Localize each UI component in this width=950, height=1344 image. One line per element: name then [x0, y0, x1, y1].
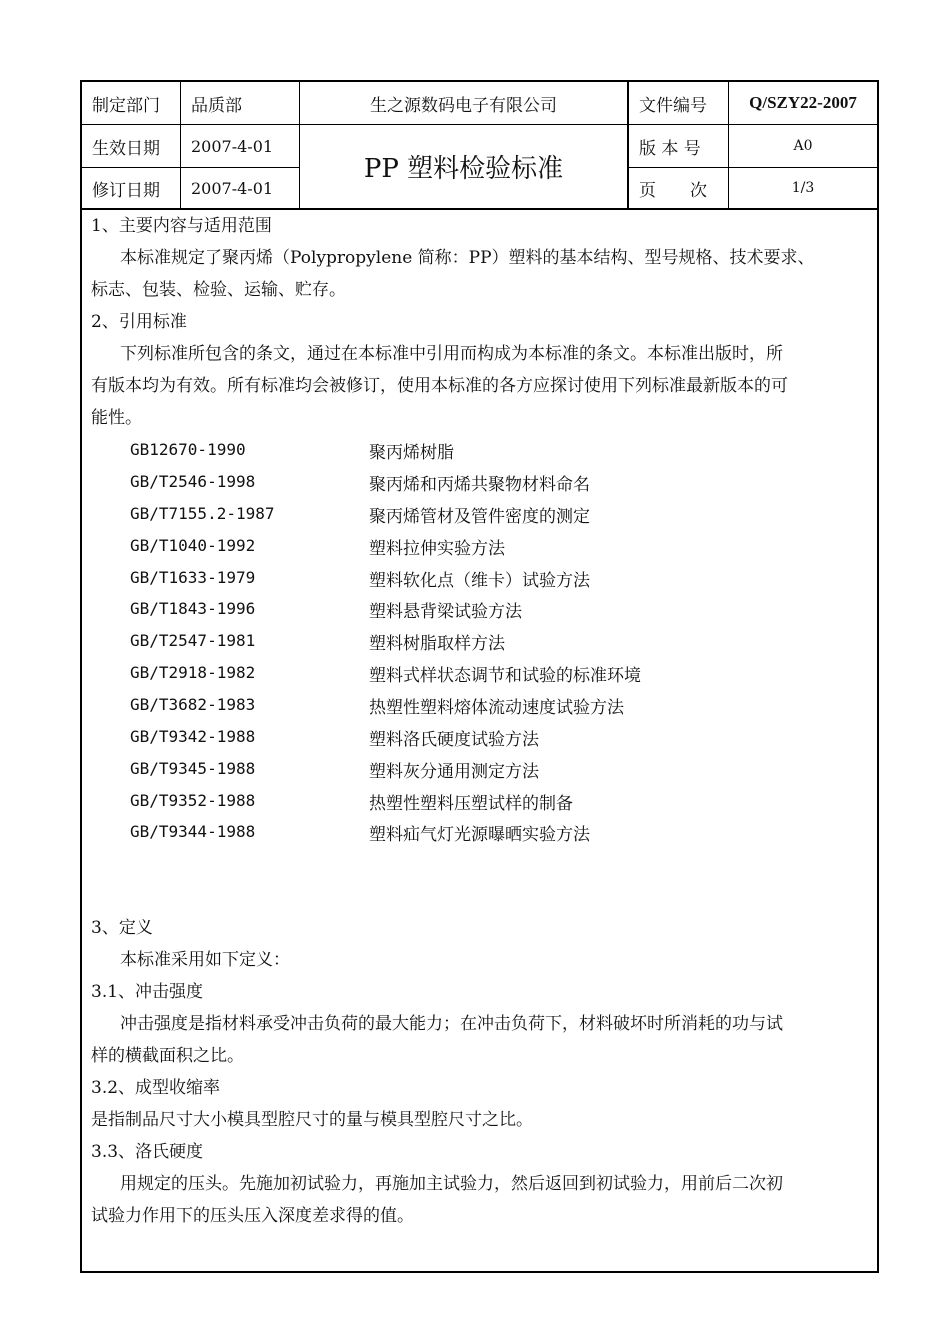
section3-2-line1: 是指制品尺寸大小模具型腔尺寸的量与模具型腔尺寸之比。: [91, 1110, 533, 1130]
section2-para-line3: 能性。: [91, 408, 142, 428]
section3-1-heading: 3.1、冲击强度: [91, 982, 204, 1002]
standard-name: 塑料软化点（维卡）试验方法: [369, 571, 590, 591]
version-value: A0: [729, 125, 877, 168]
page-label: 页 次: [628, 168, 729, 210]
page-value: 1/3: [729, 168, 877, 210]
standard-code: GB12670-1990: [130, 440, 246, 459]
standard-name: 塑料悬背梁试验方法: [369, 602, 522, 622]
standard-code: GB/T9352-1988: [130, 791, 256, 810]
standard-name: 聚丙烯树脂: [369, 443, 454, 463]
eff-date-value: 2007-4-01: [181, 125, 300, 168]
standard-code: GB/T9342-1988: [130, 727, 256, 746]
document-frame: [80, 80, 879, 1273]
version-label: 版 本 号: [628, 125, 729, 168]
section3-heading: 3、定义: [91, 918, 153, 938]
section3-1-line2: 样的横截面积之比。: [91, 1046, 244, 1066]
section3-intro: 本标准采用如下定义：: [120, 950, 290, 970]
standard-code: GB/T1633-1979: [130, 568, 256, 587]
section2-heading: 2、引用标准: [91, 312, 187, 332]
section2-para-line1: 下列标准所包含的条文，通过在本标准中引用而构成为本标准的条文。本标准出版时，所: [120, 344, 783, 364]
standard-code: GB/T3682-1983: [130, 695, 256, 714]
section3-3-line2: 试验力作用下的压头压入深度差求得的值。: [91, 1206, 414, 1226]
standard-code: GB/T2546-1998: [130, 472, 256, 491]
standard-code: GB/T1040-1992: [130, 536, 256, 555]
doc-no-label: 文件编号: [628, 82, 729, 125]
standard-name: 热塑性塑料熔体流动速度试验方法: [369, 698, 624, 718]
standard-code: GB/T9344-1988: [130, 822, 256, 841]
eff-date-label: 生效日期: [82, 125, 181, 168]
standard-name: 热塑性塑料压塑试样的制备: [369, 794, 573, 814]
standard-name: 聚丙烯和丙烯共聚物材料命名: [369, 475, 590, 495]
dept-label: 制定部门: [82, 82, 181, 125]
standard-name: 聚丙烯管材及管件密度的测定: [369, 507, 590, 527]
company-name: 生之源数码电子有限公司: [300, 82, 628, 125]
standard-name: 塑料洛氏硬度试验方法: [369, 730, 539, 750]
standard-code: GB/T1843-1996: [130, 599, 256, 618]
rev-date-label: 修订日期: [82, 168, 181, 210]
section1-para-line1: 本标准规定了聚丙烯（Polypropylene 简称：PP）塑料的基本结构、型号规格、技术要求、: [120, 248, 815, 268]
standard-name: 塑料拉伸实验方法: [369, 539, 505, 559]
standard-name: 塑料树脂取样方法: [369, 634, 505, 654]
doc-title: PP 塑料检验标准: [300, 125, 628, 210]
standard-name: 塑料疝气灯光源曝晒实验方法: [369, 825, 590, 845]
section1-para-line2: 标志、包装、检验、运输、贮存。: [91, 280, 346, 300]
section3-2-heading: 3.2、成型收缩率: [91, 1078, 221, 1098]
standard-code: GB/T9345-1988: [130, 759, 256, 778]
section2-para-line2: 有版本均为有效。所有标准均会被修订，使用本标准的各方应探讨使用下列标准最新版本的可: [91, 376, 788, 396]
standard-code: GB/T2918-1982: [130, 663, 256, 682]
doc-no-value: Q/SZY22-2007: [729, 82, 877, 125]
standard-code: GB/T2547-1981: [130, 631, 256, 650]
standard-name: 塑料式样状态调节和试验的标准环境: [369, 666, 641, 686]
section3-1-line1: 冲击强度是指材料承受冲击负荷的最大能力；在冲击负荷下，材料破坏时所消耗的功与试: [120, 1014, 783, 1034]
rev-date-value: 2007-4-01: [181, 168, 300, 210]
dept-value: 品质部: [181, 82, 300, 125]
standard-name: 塑料灰分通用测定方法: [369, 762, 539, 782]
section3-3-heading: 3.3、洛氏硬度: [91, 1142, 204, 1162]
section1-heading: 1、主要内容与适用范围: [91, 216, 272, 236]
section3-3-line1: 用规定的压头。先施加初试验力，再施加主试验力，然后返回到初试验力，用前后二次初: [120, 1174, 783, 1194]
standard-code: GB/T7155.2-1987: [130, 504, 275, 523]
